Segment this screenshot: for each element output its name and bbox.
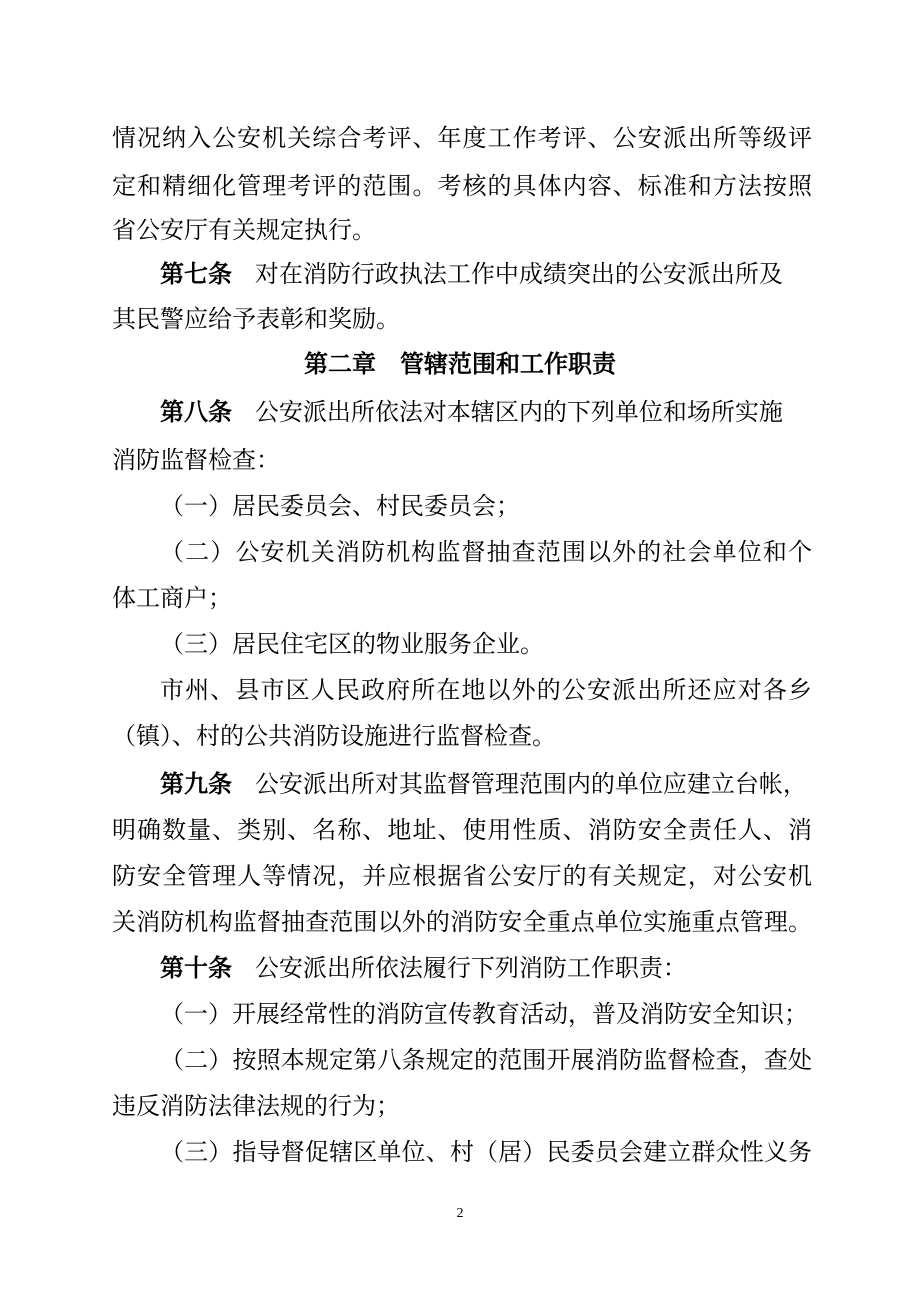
text-line: 定和精细化管理考评的范围。考核的具体内容、标准和方法按照 [112,172,812,200]
article-9-label: 第九条 [160,770,232,798]
text-line: 市州、县市区人民政府所在地以外的公安派出所还应对各乡 [160,676,812,704]
text-line: 体工商户； [112,584,232,612]
article-7-label: 第七条 [160,260,232,288]
text-line: 情况纳入公安机关综合考评、年度工作考评、公安派出所等级评 [112,124,812,152]
text-line: 违反消防法律法规的行为； [112,1092,400,1120]
text-line: （镇）、村的公共消防设施进行监督检查。 [112,722,556,750]
article-9-line [160,764,812,804]
article-9-text: 公安派出所对其监督管理范围内的单位应建立台帐， [254,770,807,798]
list-item: （三）指导督促辖区单位、村（居）民委员会建立群众性义务 [160,1138,812,1166]
text-line: 省公安厅有关规定执行。 [112,216,376,244]
list-item: （二）按照本规定第八条规定的范围开展消防监督检查，查处 [160,1046,812,1074]
article-8-line [160,392,812,432]
article-7-text: 对在消防行政执法工作中成绩突出的公安派出所及 [254,260,783,288]
text-line: 防安全管理人等情况，并应根据省公安厅的有关规定，对公安机 [112,862,812,890]
article-8-label: 第八条 [160,398,232,426]
list-item: （三）居民住宅区的物业服务企业。 [160,630,544,658]
chapter-heading: 第二章 管辖范围和工作职责 [304,350,616,378]
page-number: 2 [456,1206,464,1221]
text-line: 关消防机构监督抽查范围以外的消防安全重点单位实施重点管理。 [112,908,812,936]
text-line: 消防监督检查： [112,446,280,474]
article-8-text: 公安派出所依法对本辖区内的下列单位和场所实施 [254,398,783,426]
article-10-line [160,948,812,988]
list-item: （一）开展经常性的消防宣传教育活动，普及消防安全知识； [160,1000,808,1028]
list-item: （二）公安机关消防机构监督抽查范围以外的社会单位和个 [160,538,812,566]
text-line: 明确数量、类别、名称、地址、使用性质、消防安全责任人、消 [112,816,812,844]
article-10-text: 公安派出所依法履行下列消防工作职责： [254,954,687,982]
text-line: 其民警应给予表彰和奖励。 [112,305,400,333]
article-7-line [160,254,812,294]
list-item: （一）居民委员会、村民委员会； [160,492,520,520]
article-10-label: 第十条 [160,954,232,982]
